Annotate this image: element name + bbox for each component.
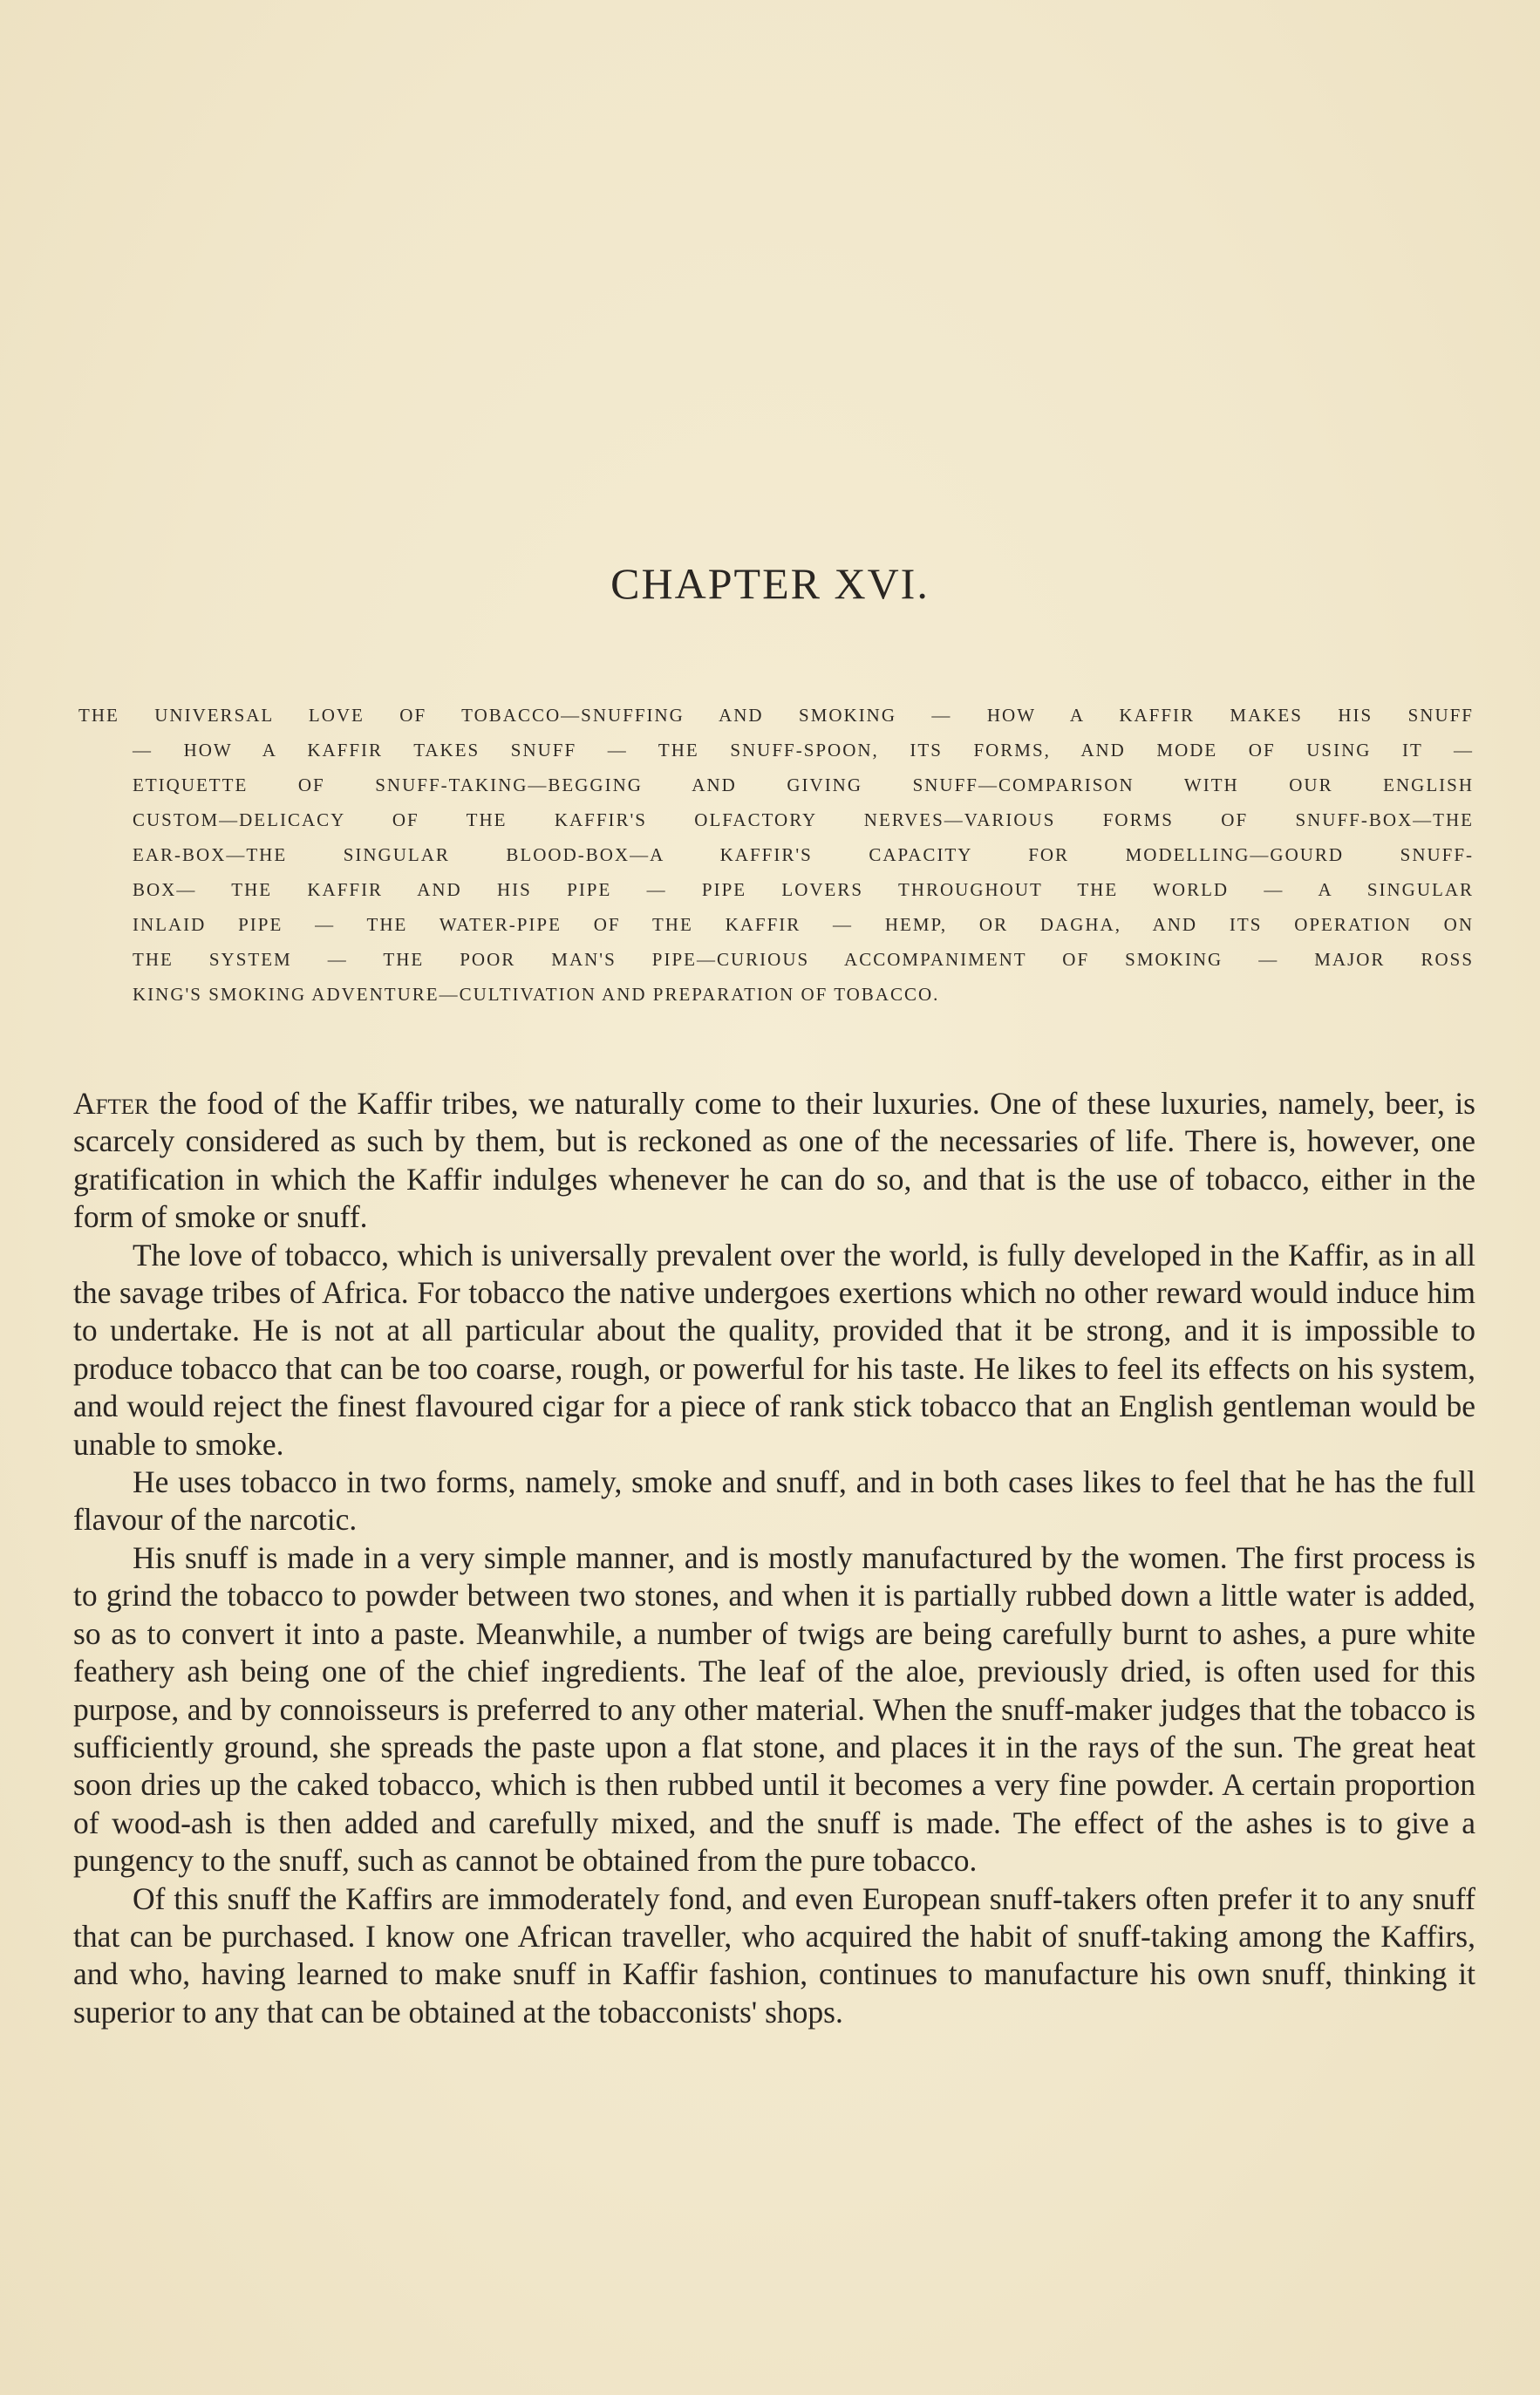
paragraph-1-text: the food of the Kaffir tribes, we naturally come to their luxuries. One of these luxuries, namely, beer, is scarcely considered as such by them, but is reckoned as one of the necessaries of life. There is, however, one gratification in which the Kaffir indulges whenever he can do so, and that is the use of tobacco, either in the form of smoke or snuff. [73,1086,1475,1235]
synopsis-line: — HOW A KAFFIR TAKES SNUFF — THE SNUFF-SPOON, ITS FORMS, AND MODE OF USING IT — [133,740,1474,761]
paragraph-lead-word: After [73,1086,149,1121]
synopsis-line: KING'S SMOKING ADVENTURE—CULTIVATION AND PREPARATION OF TOBACCO. [133,984,940,1005]
paragraph-2: The love of tobacco, which is universally prevalent over the world, is fully developed in the Kaffir, as in all the savage tribes of Africa. For tobacco the native undergoes exertions which no other reward would induce him to undertake. He is not at all particular about the quality, provided that it be strong, and it is impossible to produce tobacco that can be too coarse, rough, or powerful for his taste. He likes to feel its effects on his system, and would reject the finest flavoured cigar for a piece of rank stick tobacco that an English gentleman would be unable to smoke. [73,1237,1475,1462]
chapter-synopsis [78,698,1474,1012]
synopsis-line: BOX— THE KAFFIR AND HIS PIPE — PIPE LOVERS THROUGHOUT THE WORLD — A SINGULAR [133,879,1474,900]
paragraph-5: Of this snuff the Kaffirs are immoderately fond, and even European snuff-takers often prefer it to any snuff that can be purchased. I know one African traveller, who acquired the habit of snuff-taking among the Kaffirs, and who, having learned to make snuff in Kaffir fashion, continues to manufacture his own snuff, thinking it superior to any that can be obtained at the tobacconists' shops. [73,1880,1475,2030]
synopsis-line: EAR-BOX—THE SINGULAR BLOOD-BOX—A KAFFIR'S CAPACITY FOR MODELLING—GOURD SNUFF- [133,844,1474,865]
paragraph-1 [73,1085,1475,1237]
paragraph-3: He uses tobacco in two forms, namely, smoke and snuff, and in both cases likes to feel that he has the full flavour of the narcotic. [73,1464,1475,1538]
synopsis-line: ETIQUETTE OF SNUFF-TAKING—BEGGING AND GIVING SNUFF—COMPARISON WITH OUR ENGLISH [133,774,1474,795]
chapter-title: CHAPTER XVI. [610,559,930,608]
synopsis-line: THE UNIVERSAL LOVE OF TOBACCO—SNUFFING AND SMOKING — HOW A KAFFIR MAKES HIS SNUFF [78,705,1474,726]
synopsis-line: CUSTOM—DELICACY OF THE KAFFIR'S OLFACTORY NERVES—VARIOUS FORMS OF SNUFF-BOX—THE [133,809,1474,830]
synopsis-line: THE SYSTEM — THE POOR MAN'S PIPE—CURIOUS ACCOMPANIMENT OF SMOKING — MAJOR ROSS [133,949,1474,970]
body-text [73,1085,1475,2031]
synopsis-line: INLAID PIPE — THE WATER-PIPE OF THE KAFFIR — HEMP, OR DAGHA, AND ITS OPERATION ON [133,914,1474,935]
paragraph-4: His snuff is made in a very simple manner, and is mostly manufactured by the women. The first process is to grind the tobacco to powder between two stones, and when it is partially rubbed down a little water is added, so as to convert it into a paste. Meanwhile, a number of twigs are being carefully burnt to ashes, a pure white feathery ash being one of the chief ingredients. The leaf of the aloe, previously dried, is often used for this purpose, and by connoisseurs is preferred to any other material. When the snuff-maker judges that the tobacco is sufficiently ground, she spreads the paste upon a flat stone, and places it in the rays of the sun. The great heat soon dries up the caked tobacco, which is then rubbed until it becomes a very fine powder. A certain proportion of wood-ash is then added and carefully mixed, and the snuff is made. The effect of the ashes is to give a pungency to the snuff, such as cannot be obtained from the pure tobacco. [73,1539,1475,1879]
